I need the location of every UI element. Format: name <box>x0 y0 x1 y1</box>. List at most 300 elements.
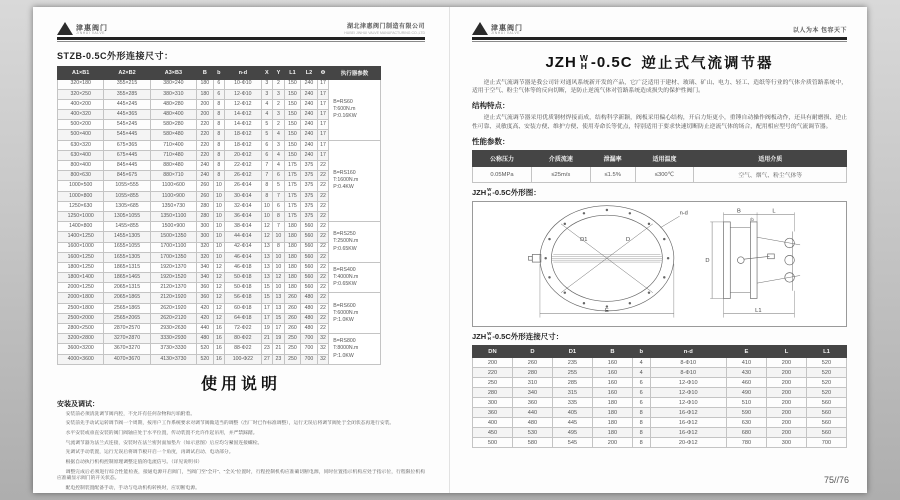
table-cell: 2120×1370 <box>150 283 196 293</box>
table-cell: 3 <box>261 89 273 99</box>
table-cell: 80-Φ22 <box>225 334 261 344</box>
table-cell: 22 <box>317 252 329 262</box>
table-cell: 10 <box>213 252 225 262</box>
table-cell: 880×480 <box>150 161 196 171</box>
column-header: E <box>726 346 766 358</box>
side-view-labels <box>705 209 775 314</box>
table-cell: 8 <box>213 161 225 171</box>
table-cell: 16 <box>213 344 225 354</box>
table-cell: 4070×3670 <box>104 354 150 364</box>
table-cell: 375 <box>301 161 318 171</box>
table-cell: 280 <box>197 201 214 211</box>
table-cell: 72-Φ22 <box>225 324 261 334</box>
column-header: Φ <box>317 66 329 79</box>
product-name: 逆止式气流调节器 <box>641 55 774 72</box>
table-cell: 560 <box>301 232 318 242</box>
column-header: B <box>592 346 632 358</box>
table-cell: 240 <box>301 89 318 99</box>
variant-h: H <box>580 61 587 71</box>
product-title <box>472 52 847 73</box>
company-name: 湖北津惠阀门制造有限公司 <box>346 23 425 30</box>
table-cell: 560 <box>301 252 318 262</box>
table-cell: 1700×1100 <box>150 242 196 252</box>
table-cell: 480 <box>197 334 214 344</box>
column-header: L <box>766 346 806 358</box>
table-cell: 17 <box>317 110 329 120</box>
install-line: 调整完成后必须进行综合性能检查，接通电源开启阀门，当阀门至“全开”、“全关”位置时，行程控制机构应准确切断电源，同时位置指示机构应处于指示位，行程限位机构应准确显示阀门的开关状态。 <box>57 469 425 482</box>
table-cell: 280 <box>512 368 552 378</box>
intro-paragraph: 逆止式气流调节器是我公司针对通风系统新开发的产品，它广泛适用于建材、玻璃、矿山、电力、轻工、造纸等行业的气体介质管路系统中，适用于空气、粉尘气体等的反向切断，是防止逆流气体对管路系统造成损失的保护性阀门。 <box>472 79 847 95</box>
table-cell: 1500×1350 <box>150 232 196 242</box>
table-cell: 44-Φ14 <box>225 232 261 242</box>
table-cell: 8 <box>213 140 225 150</box>
table-cell: 22 <box>317 171 329 181</box>
table-cell: 14-Φ12 <box>225 120 261 130</box>
table-row <box>473 368 847 378</box>
table-cell: 7 <box>261 171 273 181</box>
table-cell: 12 <box>213 293 225 303</box>
table-cell: 1500×900 <box>150 222 196 232</box>
table-cell: 355×215 <box>104 79 150 89</box>
table-header-row <box>58 66 381 79</box>
table-cell: 480 <box>301 313 318 323</box>
table-cell: 1600×1250 <box>58 252 104 262</box>
table-cell: 480×400 <box>150 110 196 120</box>
table-cell: 340 <box>197 262 214 272</box>
table-cell: 8 <box>632 428 650 438</box>
table-cell: 845×675 <box>104 171 150 181</box>
table-cell: 38-Φ14 <box>225 222 261 232</box>
table-cell: 22 <box>317 201 329 211</box>
table-cell: 2800×2500 <box>58 324 104 334</box>
features-heading: 结构特点： <box>472 101 510 111</box>
table-cell: 160 <box>592 388 632 398</box>
company-name-en: HUBEI JINHUI VALVE MANUFACTURING CO.,LTD <box>344 30 425 35</box>
table-cell: 8 <box>273 211 285 221</box>
table-cell: 1800×1250 <box>58 262 104 272</box>
table-cell: 150 <box>284 89 301 99</box>
page-number: 75//76 <box>823 475 849 485</box>
dim-label-b: B <box>736 208 741 215</box>
table-cell: 2065×1865 <box>104 293 150 303</box>
column-header: 适用介质 <box>694 151 847 167</box>
table-cell: 10 <box>213 232 225 242</box>
column-header: L1 <box>284 66 301 79</box>
technical-drawing <box>472 201 847 327</box>
table-cell: 22 <box>317 222 329 232</box>
table-cell: 26-Φ14 <box>225 181 261 191</box>
table-cell: 360 <box>512 398 552 408</box>
actuator-params-cell: B=RS160 T:1600N.m P:0.4KW <box>329 140 381 222</box>
table-cell: 200 <box>766 378 806 388</box>
table-cell: 12-Φ10 <box>225 89 261 99</box>
table-cell: 22 <box>317 273 329 283</box>
table-cell: 32 <box>317 334 329 344</box>
logo-subtext: JINHUI VALVE <box>76 30 106 35</box>
table-cell: ≤25m/s <box>531 167 590 183</box>
table-cell: 64-Φ18 <box>225 313 261 323</box>
dim-label-l1: L1 <box>755 308 762 315</box>
column-header: 泄漏率 <box>590 151 635 167</box>
table-cell: 2620×1920 <box>150 303 196 313</box>
table-cell: 220 <box>197 140 214 150</box>
performance-table <box>472 150 847 183</box>
logo-text: 津惠阀门 <box>76 24 108 32</box>
table-cell: 480 <box>301 324 318 334</box>
table-cell: 500×200 <box>58 120 104 130</box>
table-cell: 200 <box>766 408 806 418</box>
table-cell: 590 <box>726 408 766 418</box>
table-cell: 260 <box>197 181 214 191</box>
table-cell: 2565×2065 <box>104 313 150 323</box>
table-cell: 320 <box>197 252 214 262</box>
table-cell: 6 <box>273 171 285 181</box>
table-cell: 375 <box>301 171 318 181</box>
table-cell: 445×365 <box>104 110 150 120</box>
table-cell: 700 <box>301 354 318 364</box>
table-cell: 2930×2630 <box>150 324 196 334</box>
table-cell: 240 <box>301 99 318 109</box>
table-cell: 1700×1350 <box>150 252 196 262</box>
table-cell: 50-Φ18 <box>225 283 261 293</box>
table-cell: 12-Φ10 <box>650 398 726 408</box>
table-cell: 150 <box>284 150 301 160</box>
variant-w: W <box>487 331 492 337</box>
table-cell: 1920×1520 <box>150 273 196 283</box>
table-cell: 42-Φ14 <box>225 242 261 252</box>
table-cell: 10 <box>261 211 273 221</box>
table-cell: 16-Φ12 <box>650 408 726 418</box>
table-cell: 180 <box>592 408 632 418</box>
connection-dimensions-table <box>472 345 847 448</box>
column-header: n-d <box>225 66 261 79</box>
table-cell: 560 <box>806 418 846 428</box>
header-rule-thin <box>472 41 847 42</box>
company-slogan: 以人为本 包容天下 <box>792 27 847 34</box>
table-cell: 560 <box>301 273 318 283</box>
table-cell: 495 <box>552 428 592 438</box>
table-cell: 150 <box>284 99 301 109</box>
table-cell: 240 <box>301 140 318 150</box>
table-cell: 2 <box>273 120 285 130</box>
page-left <box>33 7 450 493</box>
table-cell: 20-Φ12 <box>225 150 261 160</box>
table-cell: 400 <box>473 418 513 428</box>
actuator-params-cell: B=RS800 T:8000N.m P:1.0KW <box>329 334 381 365</box>
table-cell: 22 <box>317 262 329 272</box>
table-header-row <box>473 346 847 358</box>
model-variant-stack <box>487 188 491 197</box>
table-cell: 22 <box>317 242 329 252</box>
table-cell: 180 <box>592 428 632 438</box>
table-cell: 310 <box>512 378 552 388</box>
table-cell: 36-Φ14 <box>225 211 261 221</box>
table-cell: 560 <box>806 428 846 438</box>
table-cell: 23 <box>273 354 285 364</box>
table-row <box>473 398 847 408</box>
install-heading: 安装及调试： <box>57 400 99 408</box>
table-cell: 500 <box>473 438 513 448</box>
table-cell: 175 <box>284 161 301 171</box>
table-cell: 15 <box>261 293 273 303</box>
table-cell: 1350×1100 <box>150 211 196 221</box>
table-cell: 1400×800 <box>58 222 104 232</box>
table-cell: 10 <box>213 191 225 201</box>
table-cell: 10 <box>213 201 225 211</box>
features-paragraph: 逆止式气流调节器采用优质钢材焊接而成，结构科学新颖，阀板采用偏心结构，开启力矩更小，重锤自动操作阀板动作，还具有耐磨损、逆止性可靠、灵敏度高、安装方便、维护方便、使用寿命长等优点，特别适用于要求快速切断防止逆流气体的场合，配用相应型号的气流调节器。 <box>472 115 847 131</box>
table-cell: 560 <box>301 242 318 252</box>
left-table-title: STZB-0.5C外形连接尺寸： <box>57 50 174 61</box>
table-cell: 22 <box>317 161 329 171</box>
table-cell: 160 <box>592 368 632 378</box>
table-cell: 200 <box>197 110 214 120</box>
table-cell: 23 <box>261 344 273 354</box>
table-cell: 1920×1370 <box>150 262 196 272</box>
table-cell: 8 <box>632 438 650 448</box>
table-cell: 240 <box>301 120 318 130</box>
table-cell: 250 <box>284 344 301 354</box>
table-cell: 340 <box>197 273 214 283</box>
model-variant-stack <box>487 332 491 341</box>
install-line: 气流调节器为法兰式连接，安装时在法兰密封面加垫片（如示意图）后应均匀紧固连接螺栓。 <box>65 440 263 446</box>
table-cell: 6 <box>632 378 650 388</box>
table-cell: 150 <box>284 110 301 120</box>
table-row <box>58 222 381 232</box>
outline-drawing-svg <box>473 202 846 326</box>
table-cell: 10 <box>213 222 225 232</box>
table-cell: 14-Φ12 <box>225 110 261 120</box>
table-cell: 560 <box>301 222 318 232</box>
table-cell: 2120×1920 <box>150 293 196 303</box>
table-cell: 12 <box>273 273 285 283</box>
table-cell: 12-Φ10 <box>650 388 726 398</box>
table-cell: 360 <box>197 293 214 303</box>
table-row <box>58 334 381 344</box>
table-cell: 21 <box>273 344 285 354</box>
side-view <box>710 213 800 318</box>
table-cell: 200 <box>473 358 513 368</box>
table-cell: 50-Φ18 <box>225 273 261 283</box>
table-row <box>58 293 381 303</box>
table-cell: 16 <box>213 324 225 334</box>
install-line: 先调试手动装置，运行无误后将调节板开启一个角度，再调试启动、电动部分。 <box>65 450 234 456</box>
actuator-params-cell: B=RS60 T:600N.m P:0.16KW <box>329 79 381 140</box>
table-cell: 220 <box>473 368 513 378</box>
company-logo <box>57 22 108 35</box>
table-cell: 8 <box>632 418 650 428</box>
table-cell: 8-Φ10 <box>650 358 726 368</box>
table-cell: 1250×1000 <box>58 211 104 221</box>
table-cell: 3 <box>261 79 273 89</box>
table-row <box>473 388 847 398</box>
table-cell: 1055×555 <box>104 181 150 191</box>
table-cell: 300 <box>766 438 806 448</box>
variant-h: H <box>487 191 491 197</box>
table-cell: 12 <box>213 283 225 293</box>
table-cell: 1655×1055 <box>104 242 150 252</box>
column-header: Y <box>273 66 285 79</box>
table-cell: 180 <box>197 79 214 89</box>
column-header: DN <box>473 346 513 358</box>
install-line: 根据自动执行机构控制原理调整定值的电流信号。（详见说明书） <box>65 460 203 466</box>
table-cell: 200 <box>592 438 632 448</box>
table-cell: 250 <box>284 354 301 364</box>
table-cell: 3670×3270 <box>104 344 150 354</box>
table-cell: 1655×1305 <box>104 252 150 262</box>
install-line: 配电控制装置配备手动，手动与电动机构转换时，应切断电源。 <box>65 485 200 491</box>
table-cell: 2870×2570 <box>104 324 150 334</box>
logo-mountain-icon <box>472 22 488 35</box>
table-cell: 700 <box>806 438 846 448</box>
table-cell: 56-Φ18 <box>225 293 261 303</box>
company-logo <box>472 22 523 35</box>
column-header: D <box>512 346 552 358</box>
table-cell: 8 <box>632 408 650 418</box>
table-cell: 545×445 <box>104 130 150 140</box>
table-cell: 22 <box>317 181 329 191</box>
table-cell: 15 <box>273 313 285 323</box>
table-cell: 0.05MPa <box>473 167 532 183</box>
table-cell: 180 <box>284 242 301 252</box>
header-rule <box>57 37 425 40</box>
table-cell: 13 <box>261 242 273 252</box>
column-header: 公称压力 <box>473 151 532 167</box>
variant-h: H <box>487 335 491 341</box>
table-cell: 255 <box>552 368 592 378</box>
table-cell: 7 <box>273 191 285 201</box>
table-cell: 710×480 <box>150 150 196 160</box>
table-cell: 100-Φ22 <box>225 354 261 364</box>
table-cell: 3270×2870 <box>104 334 150 344</box>
dim-label-d1: D1 <box>580 237 588 244</box>
table-cell: 6 <box>632 398 650 408</box>
table-cell: 12 <box>261 222 273 232</box>
table-cell: 1800×1400 <box>58 273 104 283</box>
table-cell: 4130×3730 <box>150 354 196 364</box>
table-cell: 1100×600 <box>150 181 196 191</box>
table-cell: 500×400 <box>58 130 104 140</box>
column-header: 执行器参数 <box>329 66 381 79</box>
table-cell: 2000×1250 <box>58 283 104 293</box>
table-cell: 12 <box>213 273 225 283</box>
table-cell: 7 <box>273 222 285 232</box>
table-cell: 8 <box>273 242 285 252</box>
table-row <box>473 358 847 368</box>
table-cell: 10 <box>273 232 285 242</box>
table-cell: 22-Φ12 <box>225 161 261 171</box>
table-row <box>473 167 847 183</box>
column-header: D1 <box>552 346 592 358</box>
dim-label-d-side: D <box>705 258 710 265</box>
table-cell: 315 <box>552 388 592 398</box>
table-cell: 8 <box>213 150 225 160</box>
table-cell: 450 <box>473 428 513 438</box>
table-cell: 1305×1055 <box>104 211 150 221</box>
table-cell: 4000×3600 <box>58 354 104 364</box>
table-cell: 480×280 <box>150 99 196 109</box>
table-cell: 19 <box>261 324 273 334</box>
table-cell: 13 <box>273 293 285 303</box>
table-cell: 4 <box>273 130 285 140</box>
table-cell: 2500×1800 <box>58 303 104 313</box>
table-cell: 17 <box>317 140 329 150</box>
table-cell: 560 <box>301 262 318 272</box>
table-cell: ≤300℃ <box>635 167 694 183</box>
table-cell: 220 <box>197 120 214 130</box>
table-cell: 180 <box>284 262 301 272</box>
table-cell: 360 <box>473 408 513 418</box>
column-header: b <box>213 66 225 79</box>
table-cell: 10 <box>273 283 285 293</box>
table-cell: 12-Φ10 <box>650 378 726 388</box>
table-cell: 1455×1305 <box>104 232 150 242</box>
column-header: n-d <box>650 346 726 358</box>
table-cell: 510 <box>726 398 766 408</box>
table-cell: 240 <box>197 161 214 171</box>
table-cell: 280 <box>473 388 513 398</box>
table-cell: 22 <box>317 232 329 242</box>
table-cell: 300 <box>473 398 513 408</box>
table-cell: 32 <box>317 354 329 364</box>
table-cell: 200 <box>766 398 806 408</box>
table-cell: 200 <box>197 99 214 109</box>
table-cell: 320×250 <box>58 89 104 99</box>
table-cell: 3600×3200 <box>58 344 104 354</box>
table-cell: 22 <box>317 211 329 221</box>
table-row <box>473 428 847 438</box>
table-row <box>58 262 381 272</box>
stzb-dimensions-table <box>57 66 381 365</box>
table-cell: 32-Φ14 <box>225 201 261 211</box>
install-line: 安装前必须清洗调节阀内腔，不允许有任何杂物和污垢附着。 <box>65 411 196 417</box>
params-heading: 性能参数： <box>472 137 510 147</box>
table-cell: 180 <box>284 232 301 242</box>
dim-label-d: D <box>626 237 631 244</box>
table-cell: 13 <box>261 262 273 272</box>
table-cell: 520 <box>806 358 846 368</box>
table-cell: 440 <box>197 324 214 334</box>
table-cell: 560 <box>301 283 318 293</box>
table-cell: 17 <box>273 324 285 334</box>
table-cell: 1000×500 <box>58 181 104 191</box>
table-cell: 200 <box>766 368 806 378</box>
table-cell: 375 <box>301 191 318 201</box>
table-cell: 2065×1315 <box>104 283 150 293</box>
table-cell: 20-Φ12 <box>650 438 726 448</box>
model-suffix: -0.5C <box>590 53 633 71</box>
table-cell: 1865×1465 <box>104 273 150 283</box>
table-cell: 46-Φ14 <box>225 252 261 262</box>
table-cell: 675×365 <box>104 140 150 150</box>
table-cell: 4 <box>632 358 650 368</box>
table-cell: 6 <box>213 79 225 89</box>
table-cell: 6 <box>213 89 225 99</box>
table-cell: 180 <box>592 418 632 428</box>
table-cell: 250 <box>284 334 301 344</box>
table-cell: 160 <box>592 378 632 388</box>
table-cell: 17 <box>317 130 329 140</box>
table-cell: 1100×900 <box>150 191 196 201</box>
table-cell: 12 <box>213 262 225 272</box>
dim-label-b-small: b <box>751 217 754 223</box>
actuator-params-cell: B=RS600 T:6000N.m P:1.0KW <box>329 293 381 334</box>
install-line: 安装前先手动试运转调节阀一个周期，按用户工作系统要求对调节阀做适当的调整（出厂时已作标准调整），运行无误后将调节阀处于全闭状态再进行安装。 <box>65 421 395 427</box>
table-cell: 240 <box>301 79 318 89</box>
table-cell: 335 <box>552 398 592 408</box>
table-cell: 10 <box>273 252 285 262</box>
table-cell: 10 <box>213 181 225 191</box>
connection-dims-heading <box>472 331 847 342</box>
